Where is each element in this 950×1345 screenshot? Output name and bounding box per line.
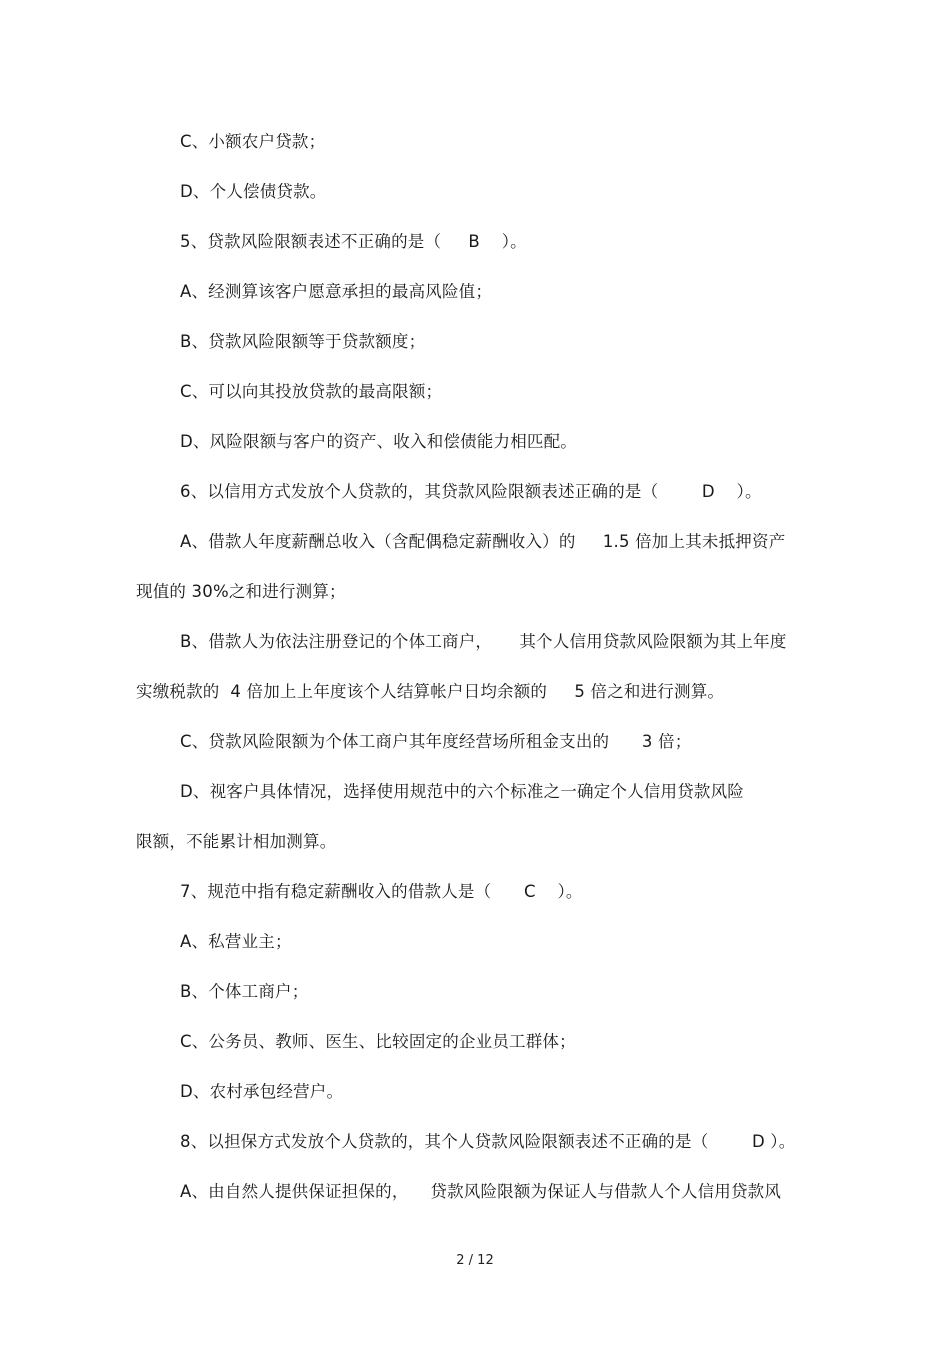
question-6: 6、以信用方式发放个人贷款的，其贷款风险限额表述正确的是（ D ）。 <box>180 482 762 501</box>
text-line: C、贷款风险限额为个体工商户其年度经营场所租金支出的 3 倍； <box>180 732 692 751</box>
text-line: D、风险限额与客户的资产、收入和偿债能力相匹配。 <box>180 432 578 451</box>
text-line-continued: 实缴税款的 4 倍加上上年度该个人结算帐户日均余额的 5 倍之和进行测算。 <box>136 682 725 701</box>
text-line: B、个体工商户； <box>180 982 309 1001</box>
text-line: D、农村承包经营户。 <box>180 1082 344 1101</box>
text-line: C、公务员、教师、医生、比较固定的企业员工群体； <box>180 1032 576 1051</box>
question-8: 8、以担保方式发放个人贷款的，其个人贷款风险限额表述不正确的是（ D ）。 <box>180 1132 796 1151</box>
text-line: A、借款人年度薪酬总收入（含配偶稳定薪酬收入）的 1.5 倍加上其未抵押资产 <box>180 532 786 551</box>
text-line: A、私营业主； <box>180 932 292 951</box>
text-line-continued: 现值的 30%之和进行测算； <box>136 582 346 601</box>
question-5: 5、贷款风险限额表述不正确的是（ B ）。 <box>180 232 527 251</box>
text-line: C、小额农户贷款； <box>180 132 326 151</box>
text-line: A、由自然人提供保证担保的， 贷款风险限额为保证人与借款人个人信用贷款风 <box>180 1182 782 1201</box>
text-line: A、经测算该客户愿意承担的最高风险值； <box>180 282 493 301</box>
text-line-continued: 限额，不能累计相加测算。 <box>136 832 337 851</box>
text-line: B、贷款风险限额等于贷款额度； <box>180 332 426 351</box>
text-line: D、视客户具体情况，选择使用规范中的六个标准之一确定个人信用贷款风险 <box>180 782 745 801</box>
page-number: 2 / 12 <box>456 1253 494 1268</box>
text-line: D、个人偿债贷款。 <box>180 182 327 201</box>
text-line: C、可以向其投放贷款的最高限额； <box>180 382 443 401</box>
text-line: B、借款人为依法注册登记的个体工商户， 其个人信用贷款风险限额为其上年度 <box>180 632 787 651</box>
question-7: 7、规范中指有稳定薪酬收入的借款人是（ C ）。 <box>180 882 583 901</box>
